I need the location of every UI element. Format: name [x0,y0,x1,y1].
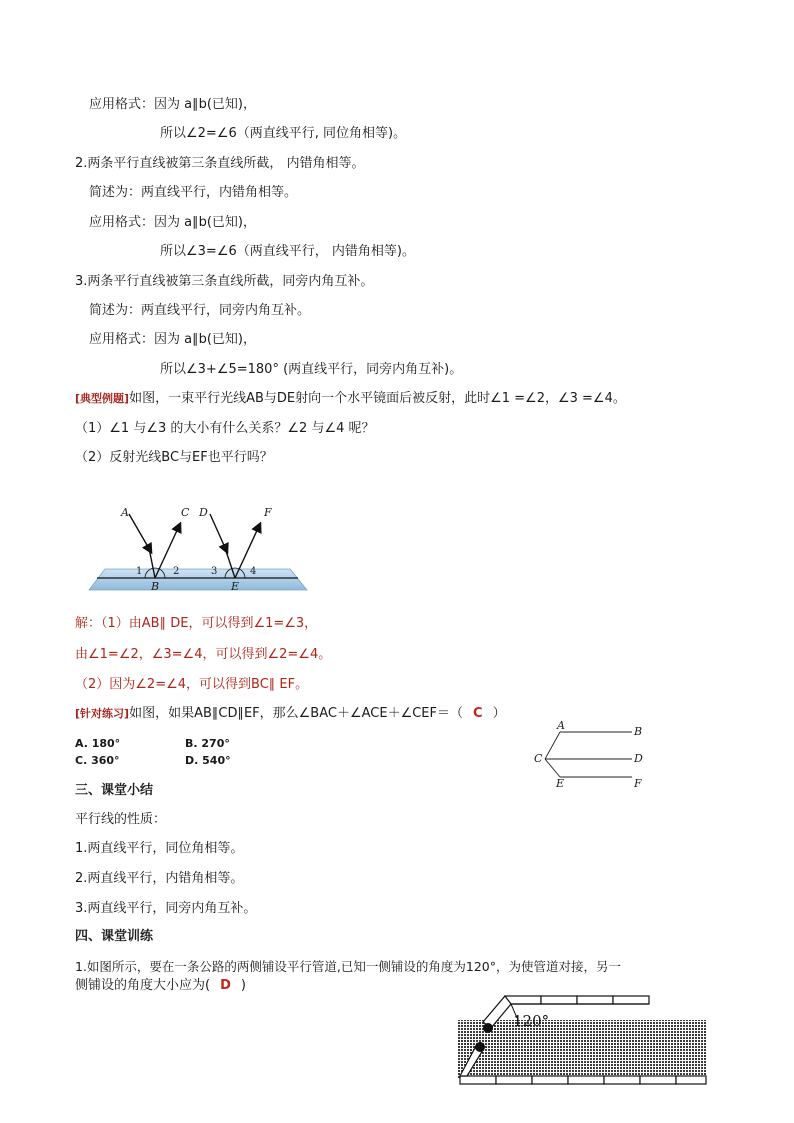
example-statement [75,390,626,408]
summary-item: 1.两直线平行，同位角相等。 [75,841,244,856]
property3-short: 简述为：两直线平行，同旁内角互补。 [89,303,311,318]
property1-format-line2: 所以∠2=∠6（两直线平行, 同位角相等)。 [160,126,407,141]
property3-title: 3.两条平行直线被第三条直线所截，同旁内角互补。 [75,274,374,289]
road-pipe-figure [455,992,710,1087]
solution-line-2: 由∠1=∠2，∠3=∠4，可以得到∠2=∠4。 [75,647,332,662]
angle-label: 120° [513,1012,550,1030]
training-question-line2 [75,977,246,995]
practice-label-A: A [557,719,565,732]
training-question-close: ) [240,978,246,993]
training-answer: D [220,978,231,993]
road-surface [458,1020,706,1078]
property2-short: 简述为：两直线平行，内错角相等。 [89,185,298,200]
practice-close: ） [492,706,506,721]
property3-format-line2: 所以∠3+∠5=180° (两直线平行，同旁内角互补)。 [160,362,463,377]
example-question-2: （2）反射光线BC与EF也平行吗？ [75,450,273,465]
summary-item: 2.两直线平行，内错角相等。 [75,871,244,886]
practice-label-F: F [634,777,642,790]
example-text: 如图，一束平行光线AB与DE射向一个水平镜面后被反射，此时∠1 =∠2，∠3 =∠4。 [129,391,626,406]
segment-CE [545,759,560,777]
ray-DE [210,514,227,552]
label-F: F [264,506,272,519]
practice-tag: [针对练习] [75,707,130,720]
label-angle-3: 3 [211,566,218,577]
bottom-pipe-segments [460,1076,706,1084]
mirror-surface [89,569,307,590]
practice-statement [75,705,506,723]
practice-label-B: B [634,725,643,738]
summary-item: 3.两直线平行，同旁内角互补。 [75,901,257,916]
option-c: C. 360° [75,754,120,767]
parallel-lines-figure [530,720,660,790]
training-heading: 四、课堂训练 [75,929,154,944]
label-D: D [199,506,208,519]
summary-intro: 平行线的性质： [75,812,167,827]
label-angle-2: 2 [173,566,180,577]
training-question-line1: 1.如图所示，要在一条公路的两侧铺设平行管道,已知一侧铺设的角度为120°，为使管道对接，另一 [75,959,622,974]
property2-format-line2: 所以∠3=∠6（两直线平行， 内错角相等)。 [160,244,415,259]
practice-label-C: C [534,752,543,765]
label-angle-1: 1 [136,566,143,577]
mirror-reflection-figure [85,500,315,595]
property2-title: 2.两条平行直线被第三条直线所截， 内错角相等。 [75,156,365,171]
example-tag: [典型例题] [75,392,130,405]
property1-format-line1: 应用格式：因为 a∥b(已知)， [89,97,256,112]
label-E: E [231,580,240,593]
property2-format-line1: 应用格式：因为 a∥b(已知)， [89,215,256,230]
label-C: C [181,506,190,519]
summary-heading: 三、课堂小结 [75,783,154,798]
practice-text: 如图，如果AB∥CD∥EF，那么∠BAC＋∠ACE＋∠CEF＝（ [129,706,464,721]
top-pipe-segments [505,996,649,1004]
solution-line-1: 解：（1）由AB∥ DE，可以得到∠1=∠3， [75,616,318,631]
property3-format-line1: 应用格式：因为 a∥b(已知)， [89,332,256,347]
label-angle-4: 4 [250,566,257,577]
practice-label-D: D [634,752,643,765]
practice-answer: C [473,706,483,721]
ray-AB [129,514,151,552]
top-pipe-joint [483,1023,493,1033]
practice-label-E: E [556,777,565,790]
solution-line-3: （2）因为∠2=∠4，可以得到BC∥ EF。 [75,677,309,692]
option-d: D. 540° [185,754,231,767]
example-question-1: （1）∠1 与∠3 的大小有什么关系？∠2 与∠4 呢？ [75,421,375,436]
segment-AC [545,732,560,759]
option-b: B. 270° [185,737,230,750]
training-question-prefix: 侧铺设的角度大小应为( [75,978,211,993]
label-A: A [121,506,129,519]
bottom-pipe-joint [475,1042,485,1052]
option-a: A. 180° [75,737,121,750]
label-B: B [151,580,160,593]
